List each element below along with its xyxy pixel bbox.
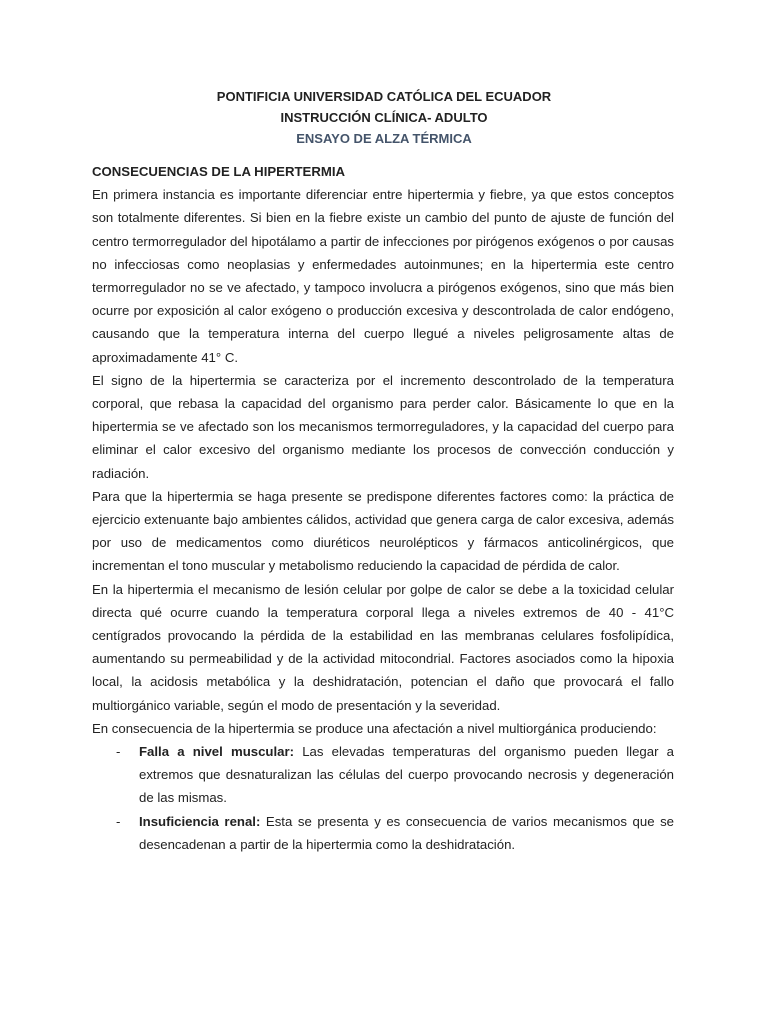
university-title: PONTIFICIA UNIVERSIDAD CATÓLICA DEL ECUADOR [216, 89, 552, 104]
essay-title: ENSAYO DE ALZA TÉRMICA [296, 131, 472, 146]
section-heading: CONSECUENCIAS DE LA HIPERTERMIA [92, 164, 346, 179]
list-item-term: Insuficiencia renal: [139, 813, 261, 829]
document-header [0, 86, 768, 149]
paragraph: En primera instancia es importante diferenciar entre hipertermia y fiebre, ya que estos conceptos son totalmente diferentes. Si bien en la fiebre existe un cambio del punto de ajuste de función del centro termorregulador del hipotálamo a partir de infecciones por pirógenos exógenos o por causas no infecciosas como neoplasias y enfermedades autoinmunes; en la hipertermia este centro termorregulador no se ve afectado, y tampoco involucra a pirógenos exógenos, sino que más bien ocurre por exposición al calor exógeno o producción excesiva y descontrolada de calor endógeno, causando que la temperatura interna del cuerpo llegué a niveles peligrosamente altas de aproximadamente 41° C. [92, 187, 674, 365]
paragraph: En la hipertermia el mecanismo de lesión celular por golpe de calor se debe a la toxicidad celular directa qué ocurre cuando la temperatura corporal llega a niveles extremos de 40 - 41°C centígrados provocando la pérdida de la estabilidad en las membranas celulares fosfolipídica, aumentando su permeabilidad y de la actividad mitocondrial. Factores asociados como la hipoxia local, la acidosis metabólica y la deshidratación, potencian el daño que provocará el fallo multiorgánico variable, según el modo de presentación y la severidad. [92, 581, 674, 713]
list-dash: - [116, 813, 121, 829]
list-item-term: Falla a nivel muscular: [139, 744, 295, 760]
list-item [92, 740, 674, 810]
list-item-text: Las elevadas temperaturas del organismo pueden llegar a extremos que desnaturalizan las células del cuerpo provocando necrosis y degeneración de las mismas. [139, 744, 674, 806]
paragraph: El signo de la hipertermia se caracteriza por el incremento descontrolado de la temperatura corporal, que rebasa la capacidad del organismo para perder calor. Básicamente lo que en la hipertermia se ve afectado son los mecanismos termorreguladores, y la capacidad del cuerpo para eliminar el calor excesivo del organismo mediante los procesos de convección conducción y radiación. [92, 372, 674, 481]
list-item [92, 810, 674, 856]
document-body [92, 160, 674, 856]
consequences-list [92, 740, 674, 856]
paragraph: En consecuencia de la hipertermia se produce una afectación a nivel multiorgánica produciendo: [92, 720, 657, 736]
paragraph: Para que la hipertermia se haga presente se predispone diferentes factores como: la práctica de ejercicio extenuante bajo ambientes cálidos, actividad que genera carga de calor excesiva, además por uso de medicamentos como diuréticos neurolépticos y fármacos anticolinérgicos, que incrementan el tono muscular y metabolismo reduciendo la capacidad de pérdida de calor. [92, 488, 674, 574]
program-title: INSTRUCCIÓN CLÍNICA- ADULTO [280, 110, 488, 125]
list-item-text: Esta se presenta y es consecuencia de varios mecanismos que se desencadenan a partir de la hipertermia como la deshidratación. [139, 813, 675, 852]
list-dash: - [116, 744, 121, 760]
